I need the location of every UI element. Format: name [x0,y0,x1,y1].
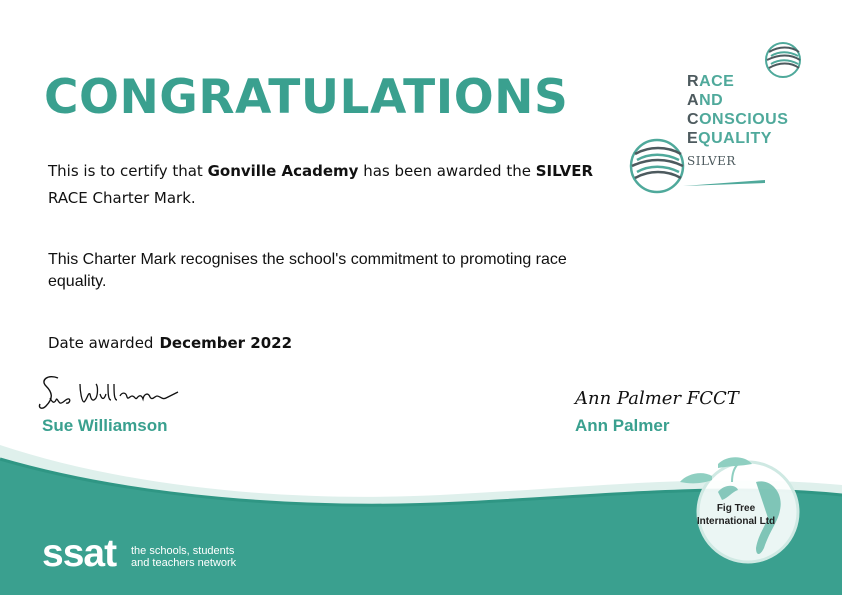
date-value: December 2022 [159,334,293,352]
school-name: Gonville Academy [207,162,359,180]
ssat-tagline-line-1: the schools, students [131,545,235,557]
date-awarded [48,334,292,352]
ssat-logo [42,532,237,575]
fig-tree-line-1: Fig Tree [716,503,756,514]
race-logo-line-3: CONSCIOUS [687,111,789,128]
race-logo-line-2: AND [687,92,724,109]
fig-tree-text [686,502,786,528]
signatory-name-1: Sue Williamson [42,416,168,435]
certificate-heading: CONGRATULATIONS [44,70,569,125]
ssat-tagline-line-2: and teachers network [131,557,237,569]
certify-suffix: RACE Charter Mark. [48,189,196,207]
recognition-statement: This Charter Mark recognises the school's commitment to promoting race equality. [48,251,567,290]
signatory-name-2: Ann Palmer [575,416,670,435]
race-logo-line-1: RACE [687,73,735,90]
globe-large-icon [627,134,687,198]
certification-statement [48,158,628,212]
race-charter-logo [625,38,800,198]
fig-tree-line-2: International Ltd [696,516,776,527]
certify-prefix: This is to certify that [48,162,208,180]
ssat-tagline [131,545,236,569]
race-logo-line-4: EQUALITY [687,130,772,147]
globe-small-icon [763,38,803,82]
race-logo-level: SILVER [687,154,736,168]
signature-ann-palmer: Ann Palmer FCCT [575,388,739,409]
signature-sue-williamson [36,372,186,418]
certify-middle: has been awarded the [358,162,536,180]
award-level: SILVER [535,162,594,180]
ssat-wordmark: ssat [42,532,117,575]
date-label: Date awarded [48,334,154,352]
race-logo-swoosh [681,176,767,188]
